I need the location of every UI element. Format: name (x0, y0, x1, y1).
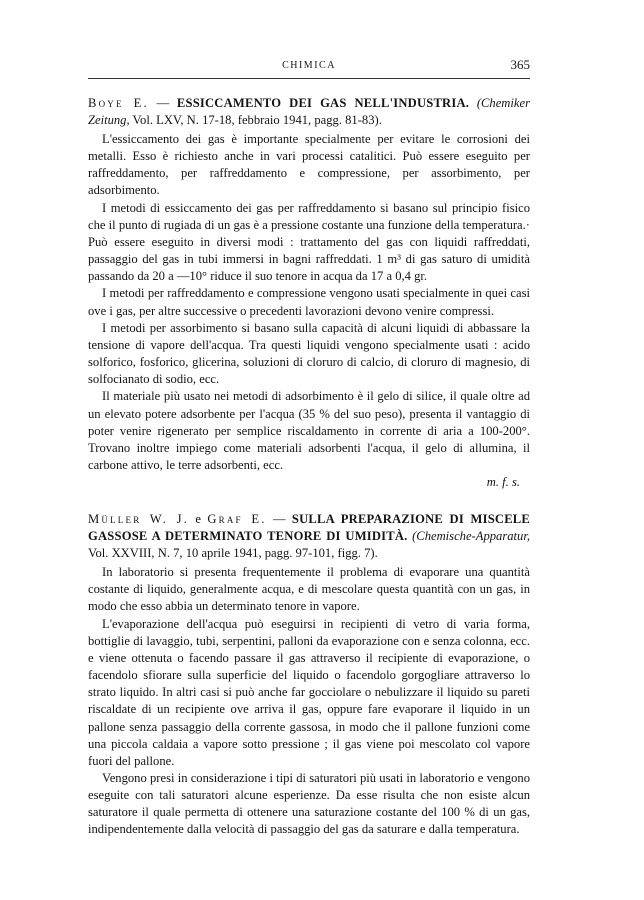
journal-name: (Chemiker Zeitung, (88, 96, 530, 127)
citation-details: Vol. XXVIII, N. 7, 10 aprile 1941, pagg. 97-101, figg. 7). (88, 546, 378, 561)
paragraph: Vengono presi in considerazione i tipi di saturatori più usati in laboratorio e vengono eseguite con tali saturatori alcune esperienze. Da esse risulta che non esiste alcun saturatore il quale permetta di ottenere una saturazione costante del 100 % di un gas, indipendentemente dalla velocità di passaggio del gas da saturare e dalla temperatura. (88, 771, 530, 837)
heading-dash: — (266, 512, 292, 527)
article-title: SULLA PREPARAZIONE DI MISCELE GASSOSE A DETERMINATO TENORE DI UMIDITÀ. (88, 512, 531, 544)
paragraph: Il materiale più usato nei metodi di adsorbimento è il gelo di silice, il quale oltre ad un elevato potere adsorbente per l'acqua (35 % del suo peso), presenta il vantaggio di poter venire rigenerato per semplice riscaldamento in corrente di aria a 100-200°. Trovano inoltre impiego come materiali adsorbenti l'acqua, il gelo di allumina, il carbone attivo, le terre adsorbenti, ecc. (88, 389, 530, 472)
article-author: Boye E. (88, 96, 149, 110)
citation-details: Vol. LXV, N. 17-18, febbraio 1941, pagg. 81-83). (129, 113, 382, 127)
paragraph: I metodi di essiccamento dei gas per raffreddamento si basano sul principio fisico che il punto di rugiada di un gas è a pressione costante una funzione della temperatura.· Può essere eseguito in diversi modi : trattamento del gas con liquidi raffreddati, passaggio del gas in tubi immersi in bagni raffreddati. 1 m³ di gas saturo di umidità passando da 20 a —10° riduce il suo tenore in acqua da 17 a 0,4 gr. (88, 200, 530, 284)
page-number: 365 (510, 57, 530, 72)
header-rule (88, 78, 530, 79)
paragraph: L'evaporazione dell'acqua può eseguirsi in recipienti di vetro di varia forma, bottiglie di lavaggio, tubi, serpentini, palloni da evaporazione con e senza colonna, ecc. e viene ottenuta o facendo passare il gas attraverso il recipiente di evaporazione, o facendolo sfiorare sulla superficie del liquido o facendolo gorgogliare attraverso lo strato liquido. In altri casi si può anche far gocciolare o nebulizzare il liquido su pareti riscaldate di un recipiente ove arriva il gas, oppure fare evaporare il liquido in un pallone senza passaggio della corrente gassosa, in modo che il pallone funzioni come una piccola caldaia a vapore sotto pressione ; il gas viene poi mescolato col vapore fuori del pallone. (88, 616, 530, 768)
article-title: ESSICCAMENTO DEI GAS NELL'INDUSTRIA. (176, 96, 470, 110)
author-signature: m. f. s. (486, 475, 520, 490)
article-muller-graf (88, 511, 530, 839)
journal-name: (Chemische-Apparatur, (412, 529, 530, 544)
heading-dash: — (148, 96, 177, 110)
article-heading (88, 511, 530, 562)
running-header (88, 54, 530, 74)
document-page (88, 54, 530, 839)
author-conjunction: e (189, 512, 208, 527)
article-boye (88, 95, 530, 491)
article-heading (88, 95, 530, 129)
paragraph: L'essiccamento dei gas è importante specialmente per evitare le corrosioni dei metalli. Esso è richiesto anche in vari processi catalitici. Può essere eseguito per raffreddamento, per raffreddamento e compressione, per assorbimento, per adsorbimento. (88, 132, 530, 198)
paragraph: I metodi per assorbimento si basano sulla capacità di alcuni liquidi di abbassare la tensione di vapore dell'acqua. Tra questi liquidi vengono specialmente usati : acido solforico, fosforico, glicerina, soluzioni di cloruro di calcio, di cloruro di magnesio, di solfocianato di sodio, ecc. (88, 320, 530, 387)
paragraph: I metodi per raffreddamento e compressione vengono usati specialmente in quei casi ove i gas, per altre successive o precedenti lavorazioni devono venire compressi. (88, 286, 530, 318)
article-coauthor: Graf E. (207, 512, 267, 527)
running-title: CHIMICA (282, 60, 336, 71)
paragraph: In laboratorio si presenta frequentemente il problema di evaporare una quantità costante di liquido, generalmente acqua, e di mescolare questa quantità con un gas, in modo che esso abbia un determinato tenore in vapore. (88, 565, 530, 614)
article-author: Müller W. J. (88, 512, 190, 527)
